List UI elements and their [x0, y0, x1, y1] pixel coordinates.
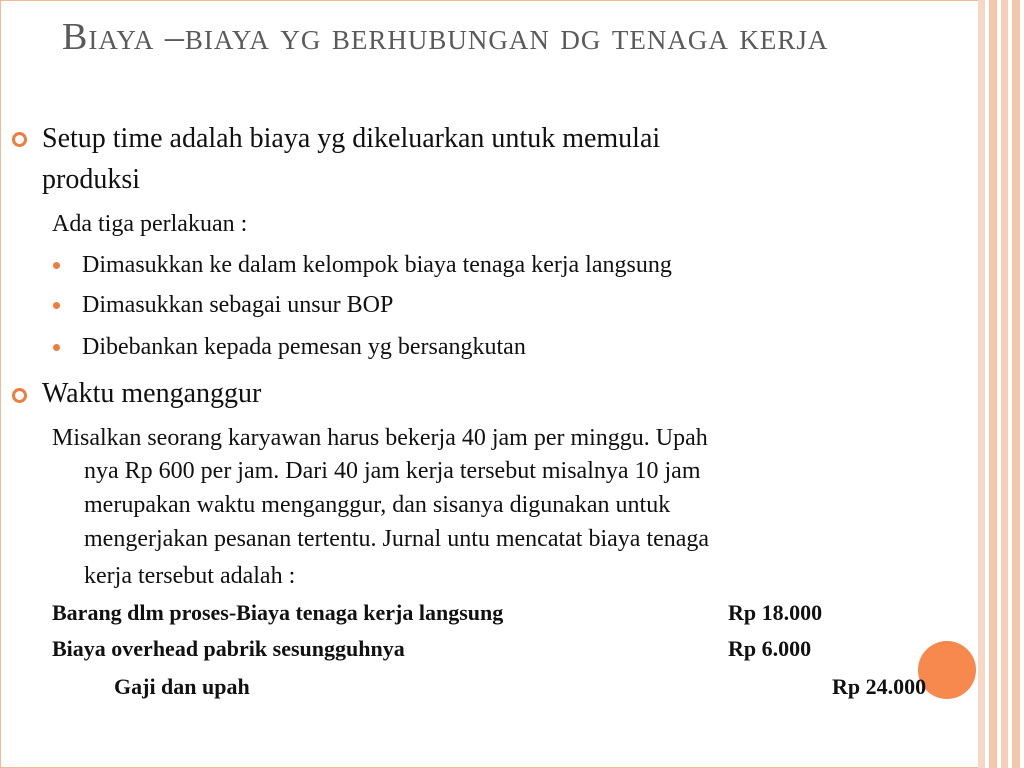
stripe [989, 0, 997, 768]
journal-amount: Rp 24.000 [832, 674, 927, 699]
treatment-item: Dibebankan kepada pemesan yg bersangkutan [82, 334, 526, 360]
bullet-setup-time-cont: produksi [42, 164, 140, 195]
idle-paragraph-line: Misalkan seorang karyawan harus bekerja 40 jam per minggu. Upah [52, 425, 708, 451]
dot-bullet-icon [53, 344, 60, 351]
journal-account: Barang dlm proses-Biaya tenaga kerja langsung [52, 600, 504, 625]
bullet-setup-time: Setup time adalah biaya yg dikeluarkan untuk memulai [42, 123, 661, 154]
treatment-item: Dimasukkan ke dalam kelompok biaya tenaga kerja langsung [82, 252, 672, 278]
journal-amount: Rp 6.000 [728, 636, 812, 661]
setup-intro: Ada tiga perlakuan : [52, 211, 248, 237]
idle-paragraph-line: merupakan waktu menganggur, dan sisanya digunakan untuk [84, 492, 671, 518]
journal-amount: Rp 18.000 [728, 600, 823, 625]
stripe [1012, 0, 1020, 768]
circle-bullet-icon [12, 132, 27, 147]
idle-paragraph-line: nya Rp 600 per jam. Dari 40 jam kerja tersebut misalnya 10 jam [84, 458, 701, 484]
dot-bullet-icon [53, 262, 60, 269]
stripe [1001, 0, 1008, 768]
treatment-item: Dimasukkan sebagai unsur BOP [82, 292, 394, 318]
slide-title: Biaya –biaya yg berhubungan dg tenaga kerja [62, 16, 829, 58]
decorative-stripes [978, 0, 1024, 768]
idle-paragraph-line: kerja tersebut adalah : [84, 563, 296, 589]
decorative-orange-circle [918, 641, 976, 699]
bullet-idle-time: Waktu menganggur [42, 378, 262, 409]
circle-bullet-icon [12, 388, 27, 403]
idle-paragraph-line: mengerjakan pesanan tertentu. Jurnal untu mencatat biaya tenaga [84, 526, 710, 552]
journal-account: Gaji dan upah [114, 674, 250, 699]
journal-account: Biaya overhead pabrik sesungguhnya [52, 636, 405, 661]
dot-bullet-icon [53, 302, 60, 309]
stripe [978, 0, 985, 768]
